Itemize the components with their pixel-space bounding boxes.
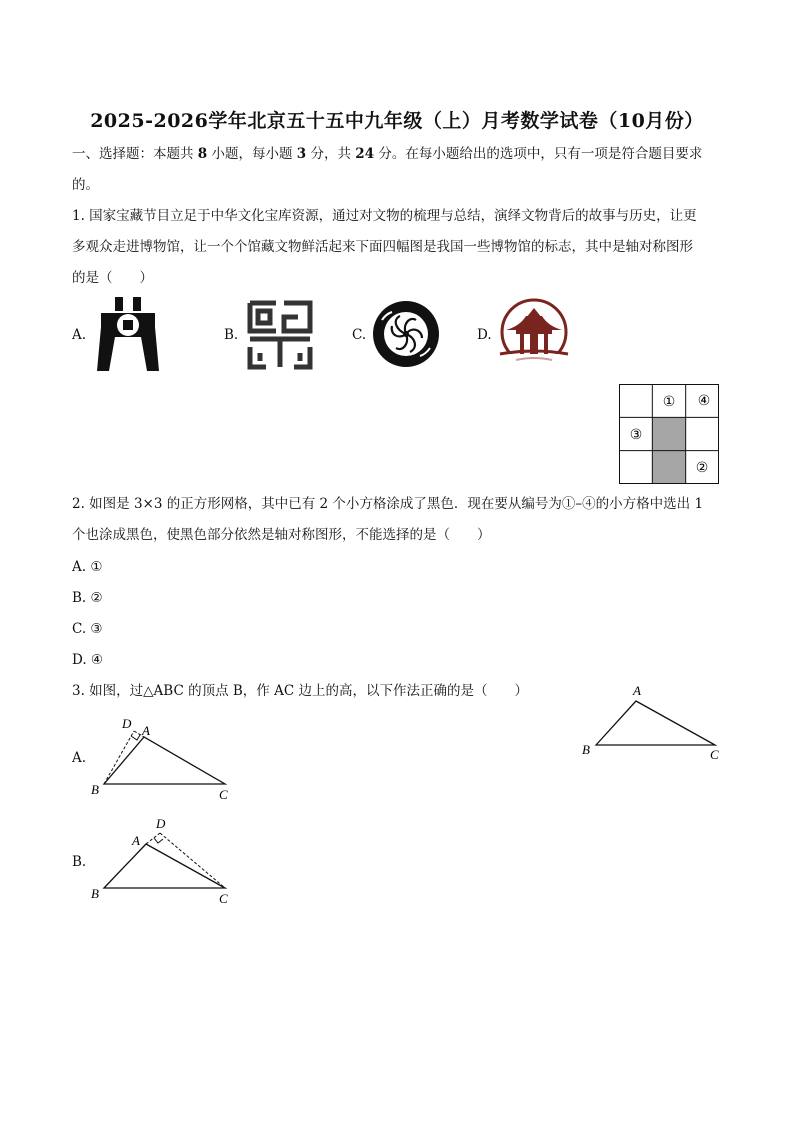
q1-option-a-label[interactable]: A. [72, 327, 87, 343]
point-d-label: D [122, 716, 132, 731]
grid-label-3: ③ [629, 427, 643, 443]
q3-main-triangle [580, 682, 725, 762]
museum-logo-d-icon [496, 298, 572, 372]
vertex-c-label: C [710, 747, 719, 762]
q2-grid [619, 384, 719, 484]
q1-option-d-label[interactable]: D. [477, 327, 492, 343]
section-header [72, 144, 702, 164]
question-count: 8 [197, 146, 208, 162]
total-points: 24 [355, 146, 375, 162]
q3-option-b-figure [88, 817, 238, 907]
shaded-cell [652, 451, 685, 484]
point-d-label: D [156, 816, 166, 831]
vertex-a-label: A [142, 723, 150, 738]
vertex-a-label: A [132, 833, 140, 848]
q3-option-b-label[interactable]: B. [72, 854, 87, 870]
section-text: 分。在每小题给出的选项中，只有一项是符合题目要求 [374, 146, 703, 162]
grid-label-4: ④ [697, 393, 711, 409]
q2-option-a[interactable]: A. ① [72, 559, 103, 575]
page-title: 2025-2026学年北京五十五中九年级（上）月考数学试卷（10月份） [90, 110, 704, 132]
museum-logo-a-icon [95, 297, 161, 371]
section-text: 一、选择题：本题共 [72, 146, 198, 162]
vertex-b-label: B [91, 886, 99, 901]
museum-logo-c-icon [372, 300, 440, 368]
vertex-c-label: C [219, 787, 228, 802]
q2-option-d[interactable]: D. ④ [72, 652, 104, 668]
q2-text-line2: 个也涂成黑色，使黑色部分依然是轴对称图形，不能选择的是（ ） [72, 527, 491, 543]
q3-option-a-figure [88, 713, 238, 803]
q2-option-b[interactable]: B. ② [72, 590, 103, 606]
grid-label-1: ① [662, 394, 676, 410]
q2-option-c[interactable]: C. ③ [72, 621, 103, 637]
shaded-cell [652, 417, 685, 450]
grid-label-2: ② [695, 460, 709, 476]
vertex-c-label: C [219, 891, 228, 906]
section-text: 小题，每小题 [207, 146, 297, 162]
q2-text-line1: 2. 如图是 3×3 的正方形网格，其中已有 2 个小方格涂成了黑色．现在要从编号为①–④的小方格中选出 1 [72, 496, 704, 512]
vertex-b-label: B [91, 782, 99, 797]
vertex-a-label: A [633, 683, 641, 698]
q1-option-b-label[interactable]: B. [224, 327, 239, 343]
q1-text-line1: 1. 国家宝藏节目立足于中华文化宝库资源，通过对文物的梳理与总结，演绎文物背后的故事与历史，让更 [72, 208, 697, 224]
section-text: 分，共 [306, 146, 356, 162]
q3-text-line1: 3. 如图，过△ABC 的顶点 B，作 AC 边上的高，以下作法正确的是（ ） [72, 683, 528, 699]
q3-option-a-label[interactable]: A. [72, 750, 87, 766]
museum-logo-b-icon [246, 297, 314, 371]
question-points: 3 [296, 146, 307, 162]
vertex-b-label: B [582, 742, 590, 757]
q1-text-line2: 多观众走进博物馆，让一个个馆藏文物鲜活起来下面四幅图是我国一些博物馆的标志，其中是轴对称图形 [72, 239, 693, 255]
q1-text-line3: 的是（ ） [72, 270, 153, 286]
q1-option-c-label[interactable]: C. [352, 327, 367, 343]
section-header-cont: 的。 [72, 177, 99, 193]
